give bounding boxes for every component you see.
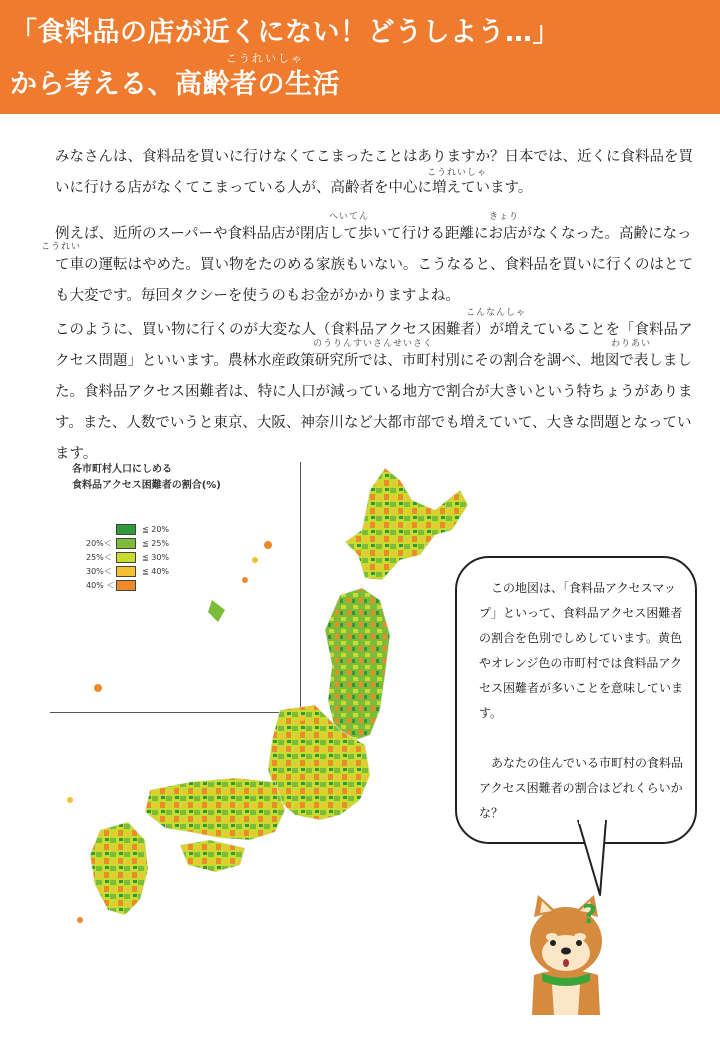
map-island (208, 600, 225, 622)
title-ruby: こうれいしゃ (226, 52, 304, 65)
question-mark-icon: ? (582, 900, 598, 930)
bubble-text (479, 576, 683, 826)
map-region-shikoku (180, 840, 245, 872)
speech-bubble (455, 556, 697, 844)
legend-row: 30%＜ ≦ 40% (86, 567, 170, 576)
ruby-wariai: わりあい (611, 339, 652, 349)
map-island (252, 557, 258, 563)
legend-row: ≦ 20% (86, 524, 169, 535)
map-region-honshu-west (145, 778, 285, 840)
intro-paragraph-2: 例えば、近所のスーパーや食料品店が閉店して歩いて行ける距離にお店がなくなった。高齢になって車の運転はやめた。買い物をたのめる家族もいない。こうなると、食料品を買いに行くのはとても大変です。毎回タクシーを使うのもお金がかかりますよね。 (55, 226, 693, 304)
title-line-2: から考える、高齢者の生活 (10, 69, 340, 100)
ruby-heiten: へいてん (329, 212, 370, 222)
ruby-konnansha: こんなんしゃ (466, 308, 527, 318)
ruby-koureisha: こうれいしゃ (427, 168, 488, 178)
legend-row: 20%＜ ≦ 25% (86, 539, 170, 548)
title-banner (0, 0, 720, 114)
ruby-norinsuisan: のうりんすいさんせいさく (313, 339, 434, 349)
title-line-1: 「食料品の店が近くにない！どうしよう…」 (10, 17, 560, 48)
ruby-kyori: きょり (489, 212, 520, 222)
map-island (242, 577, 248, 583)
japan-food-access-map (40, 460, 480, 940)
bubble-paragraph-2: あなたの住んでいる市町村の食料品アクセス困難者の割合はどれくらいかな？ (479, 756, 684, 820)
speech-bubble-tail (560, 820, 620, 900)
map-region-hokkaido (345, 468, 468, 580)
shiba-dog-icon (516, 895, 616, 1015)
map-region-kyushu (90, 822, 148, 915)
map-island (67, 797, 73, 803)
intro-paragraph-1: みなさんは、食料品を買いに行けなくてこまったことはありますか？日本では、近くに食料品を買いに行ける店がなくてこまっている人が、高齢者を中心に増えています。 (55, 149, 693, 196)
ruby-kourei: こうれい (41, 242, 82, 252)
map-island (94, 684, 102, 692)
legend-title-line-2: 食料品アクセス困難者の割合(%) (72, 480, 221, 491)
intro-paragraph-3: このように、買い物に行くのが大変な人（食料品アクセス困難者）が増えていることを「食料品アクセス問題」といいます。農林水産政策研究所では、市町村別にその割合を調べ、地図で表しました。食料品アクセス困難者は、特に人口が減っている地方で割合が大きいという特ちょうがあります。また、人数でいうと東京、大阪、神奈川など大都市部でも増えていて、大きな問題となっています。 (55, 322, 693, 462)
map-region-tohoku (325, 588, 390, 742)
bubble-paragraph-1: この地図は、「食料品アクセスマップ」といって、食料品アクセス困難者の割合を色別でしめしています。黄色やオレンジ色の市町村では食料品アクセス困難者が多いことを意味しています。 (479, 581, 684, 720)
map-island (77, 917, 83, 923)
legend-title-line-1: 各市町村人口にしめる (72, 464, 172, 475)
map-island (299, 715, 305, 721)
legend-row: 40% ＜ (86, 580, 142, 591)
map-island (264, 541, 272, 549)
legend-row: 25%＜ ≦ 30% (86, 553, 170, 562)
